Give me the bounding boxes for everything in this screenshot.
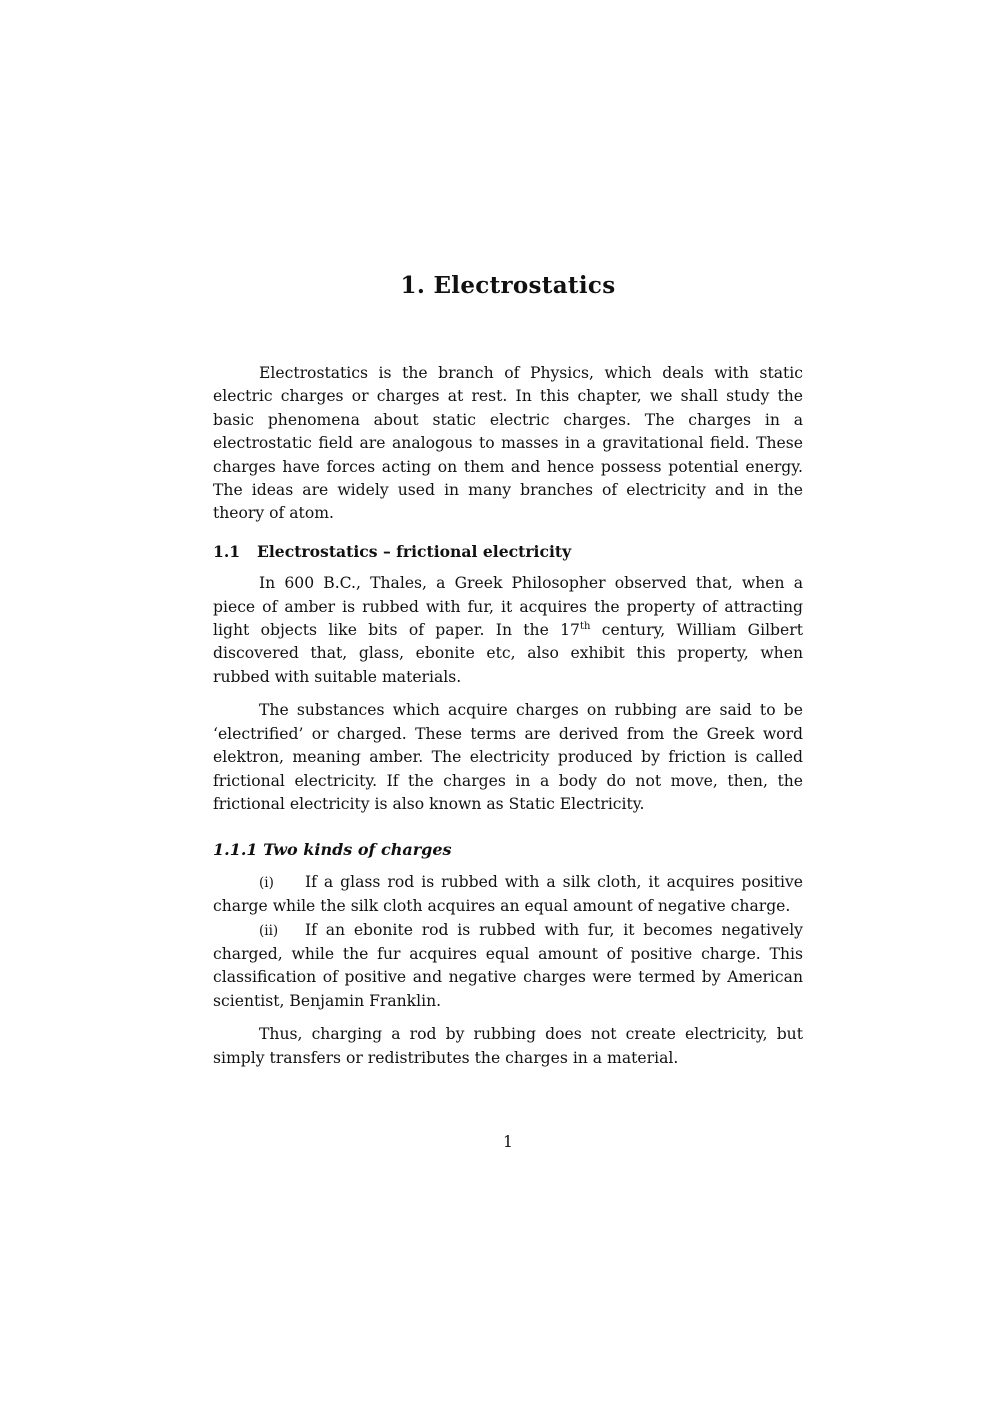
list-item-text: If an ebonite rod is rubbed with fur, it becomes negatively charged, while the fur acquires equal amount of positive charge. This classification of positive and negative charges were termed by American scientist, Benjamin Franklin. (213, 920, 803, 1010)
list-item-glass-rod (213, 871, 803, 919)
paragraph-electrified: The substances which acquire charges on rubbing are said to be ‘electrified’ or charged. These terms are derived from the Greek word elektron, meaning amber. The electricity produced by friction is called frictional electricity. If the charges in a body do not move, then, the frictional electricity is also known as Static Electricity. (213, 701, 803, 813)
list-item-text: If a glass rod is rubbed with a silk cloth, it acquires positive charge while the silk cloth acquires an equal amount of negative charge. (213, 872, 803, 916)
chapter-title: 1. Electrostatics (400, 272, 616, 299)
paragraph-thales (213, 572, 803, 689)
section-title: Electrostatics – frictional electricity (257, 541, 572, 561)
page-content (213, 362, 803, 1070)
list-marker: (i) (259, 874, 274, 891)
superscript-th: th (579, 621, 591, 633)
section-number: 1.1 (213, 541, 241, 561)
intro-paragraph: Electrostatics is the branch of Physics, which deals with static electric charges or charges at rest. In this chapter, we shall study the basic phenomena about static electric charges. The charges in a electrostatic field are analogous to masses in a gravitational field. These charges have forces acting on them and hence possess potential energy. The ideas are widely used in many branches of electricity and in the theory of atom. (213, 364, 803, 523)
page-number: 1 (503, 1133, 513, 1151)
subsection-heading-1-1-1: 1.1.1 Two kinds of charges (213, 840, 452, 860)
paragraph-thales-text-a: In 600 B.C., Thales, a Greek Philosopher observed that, when a piece of amber is rubbed with fur, it acquires the property of attracting light objects like bits of paper. In the 17 (213, 574, 803, 640)
section-heading-1-1 (213, 540, 803, 563)
list-marker: (ii) (259, 922, 279, 939)
list-item-ebonite-rod (213, 919, 803, 1014)
paragraph-conclusion: Thus, charging a rod by rubbing does not create electricity, but simply transfers or redistributes the charges in a material. (213, 1025, 803, 1067)
paragraph-thales-text-b: century, William Gilbert discovered that, glass, ebonite etc, also exhibit this property, when rubbed with suitable materials. (213, 621, 803, 686)
